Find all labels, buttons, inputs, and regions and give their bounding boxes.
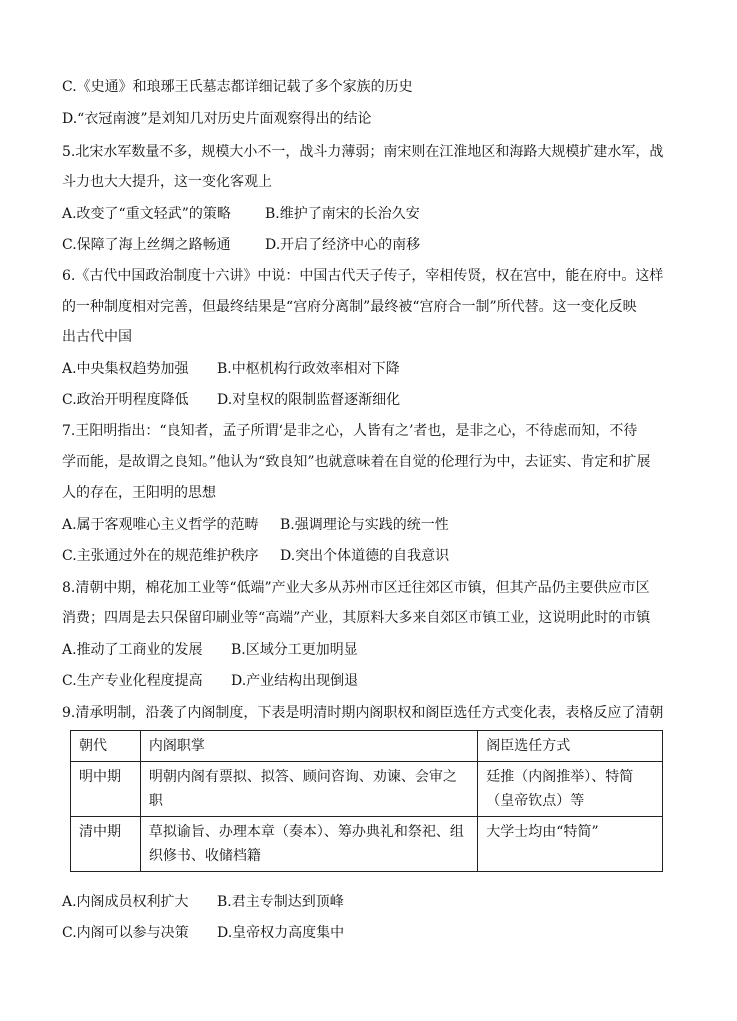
- q8-option-d: D.产业结构出现倒退: [231, 673, 359, 689]
- q6-options-row1: [62, 359, 400, 379]
- q5-options-row1: [62, 204, 420, 224]
- q6-option-a: A.中央集权趋势加强: [62, 361, 189, 377]
- q6-option-d: D.对皇权的限制监督逐渐细化: [217, 392, 401, 408]
- q6-options-row2: [62, 390, 401, 410]
- table-cell-duties: 草拟谕旨、办理本章（奏本）、筹办典礼和祭祀、组织修书、收储档籍: [140, 817, 477, 872]
- q9-options-row1: [62, 892, 344, 912]
- q8-stem-line2: 消费；四周是去只保留印刷业等“高端”产业，其原料大多来自郊区市镇工业，这说明此时的市镇: [62, 610, 651, 626]
- q9-table: [70, 730, 663, 872]
- q9-option-b: B.君主专制达到顶峰: [217, 894, 344, 910]
- q5-options-row2: [62, 235, 421, 255]
- q6-stem-line2: 的一种制度相对完善，但最终结果是“宫府分离制”最终被“宫府合一制”所代替。这一变化反映: [62, 299, 637, 315]
- q4-option-c: C.《史通》和琅琊王氏墓志都详细记载了多个家族的历史: [62, 79, 413, 95]
- q8-option-a: A.推动了工商业的发展: [62, 642, 203, 658]
- q8-stem-line1: 8.清朝中期，棉花加工业等“低端”产业大多从苏州市区迁往郊区市镇，但其产品仍主要供应市区: [62, 580, 650, 596]
- table-cell-selection: 大学士均由“特简”: [478, 817, 663, 872]
- q7-options-row2: [62, 546, 450, 566]
- q7-stem-line3: 人的存在，王阳明的思想: [62, 485, 216, 501]
- q7-stem-line2: 学而能，是故谓之良知。”他认为“致良知”也就意味着在自觉的伦理行为中，去证实、肯定和扩展: [62, 454, 651, 470]
- q7-option-b: B.强调理论与实践的统一性: [280, 517, 449, 533]
- q6-option-c: C.政治开明程度降低: [62, 392, 189, 408]
- table-cell-dynasty: 明中期: [71, 762, 141, 817]
- q5-option-b: B.维护了南宋的长治久安: [265, 206, 420, 222]
- q9-option-a: A.内阁成员权利扩大: [62, 894, 189, 910]
- q5-option-c: C.保障了海上丝绸之路畅通: [62, 237, 231, 253]
- q5-option-a: A.改变了“重文轻武”的策略: [62, 206, 231, 222]
- q5-stem-line1: 5.北宋水军数量不多，规模大小不一，战斗力薄弱；南宋则在江淮地区和海路大规模扩建水军，战: [62, 144, 664, 160]
- table-header-selection: 阁臣选任方式: [478, 731, 663, 762]
- table-header-row: [71, 731, 663, 762]
- q5-stem-line2: 斗力也大大提升，这一变化客观上: [62, 174, 272, 190]
- q7-stem-line1: 7.王阳明指出：“良知者，孟子所谓‘是非之心，人皆有之’者也，是非之心，不待虑而知，不待: [62, 423, 638, 439]
- q9-stem-line1: 9.清承明制，沿袭了内阁制度，下表是明清时期内阁职权和阁臣选任方式变化表，表格反应了清朝: [62, 705, 664, 721]
- q5-option-d: D.开启了经济中心的南移: [265, 237, 421, 253]
- table-cell-duties: 明朝内阁有票拟、拟答、顾问咨询、劝谏、会审之职: [140, 762, 477, 817]
- q9-options-row2: [62, 923, 345, 943]
- table-row: [71, 817, 663, 872]
- table-cell-dynasty: 清中期: [71, 817, 141, 872]
- q7-option-d: D.突出个体道德的自我意识: [280, 548, 450, 564]
- table-header-duties: 内阁职掌: [140, 731, 477, 762]
- q6-option-b: B.中枢机构行政效率相对下降: [217, 361, 400, 377]
- q7-options-row1: [62, 515, 449, 535]
- q9-option-c: C.内阁可以参与决策: [62, 925, 189, 941]
- table-header-dynasty: 朝代: [71, 731, 141, 762]
- q6-stem-line3: 出古代中国: [62, 329, 132, 345]
- q8-option-b: B.区域分工更加明显: [231, 642, 358, 658]
- table-cell-selection: 廷推（内阁推举）、特简（皇帝钦点）等: [478, 762, 663, 817]
- q6-stem-line1: 6.《古代中国政治制度十六讲》中说：中国古代天子传子，宰相传贤，权在宫中，能在府中。这样: [62, 268, 664, 284]
- q8-options-row1: [62, 640, 358, 660]
- q7-option-c: C.主张通过外在的规范维护秩序: [62, 548, 259, 564]
- q7-option-a: A.属于客观唯心主义哲学的范畴: [62, 517, 259, 533]
- q8-options-row2: [62, 671, 359, 691]
- table-row: [71, 762, 663, 817]
- q4-option-d: D.“衣冠南渡”是刘知几对历史片面观察得出的结论: [62, 111, 372, 127]
- q8-option-c: C.生产专业化程度提高: [62, 673, 203, 689]
- q9-option-d: D.皇帝权力高度集中: [217, 925, 345, 941]
